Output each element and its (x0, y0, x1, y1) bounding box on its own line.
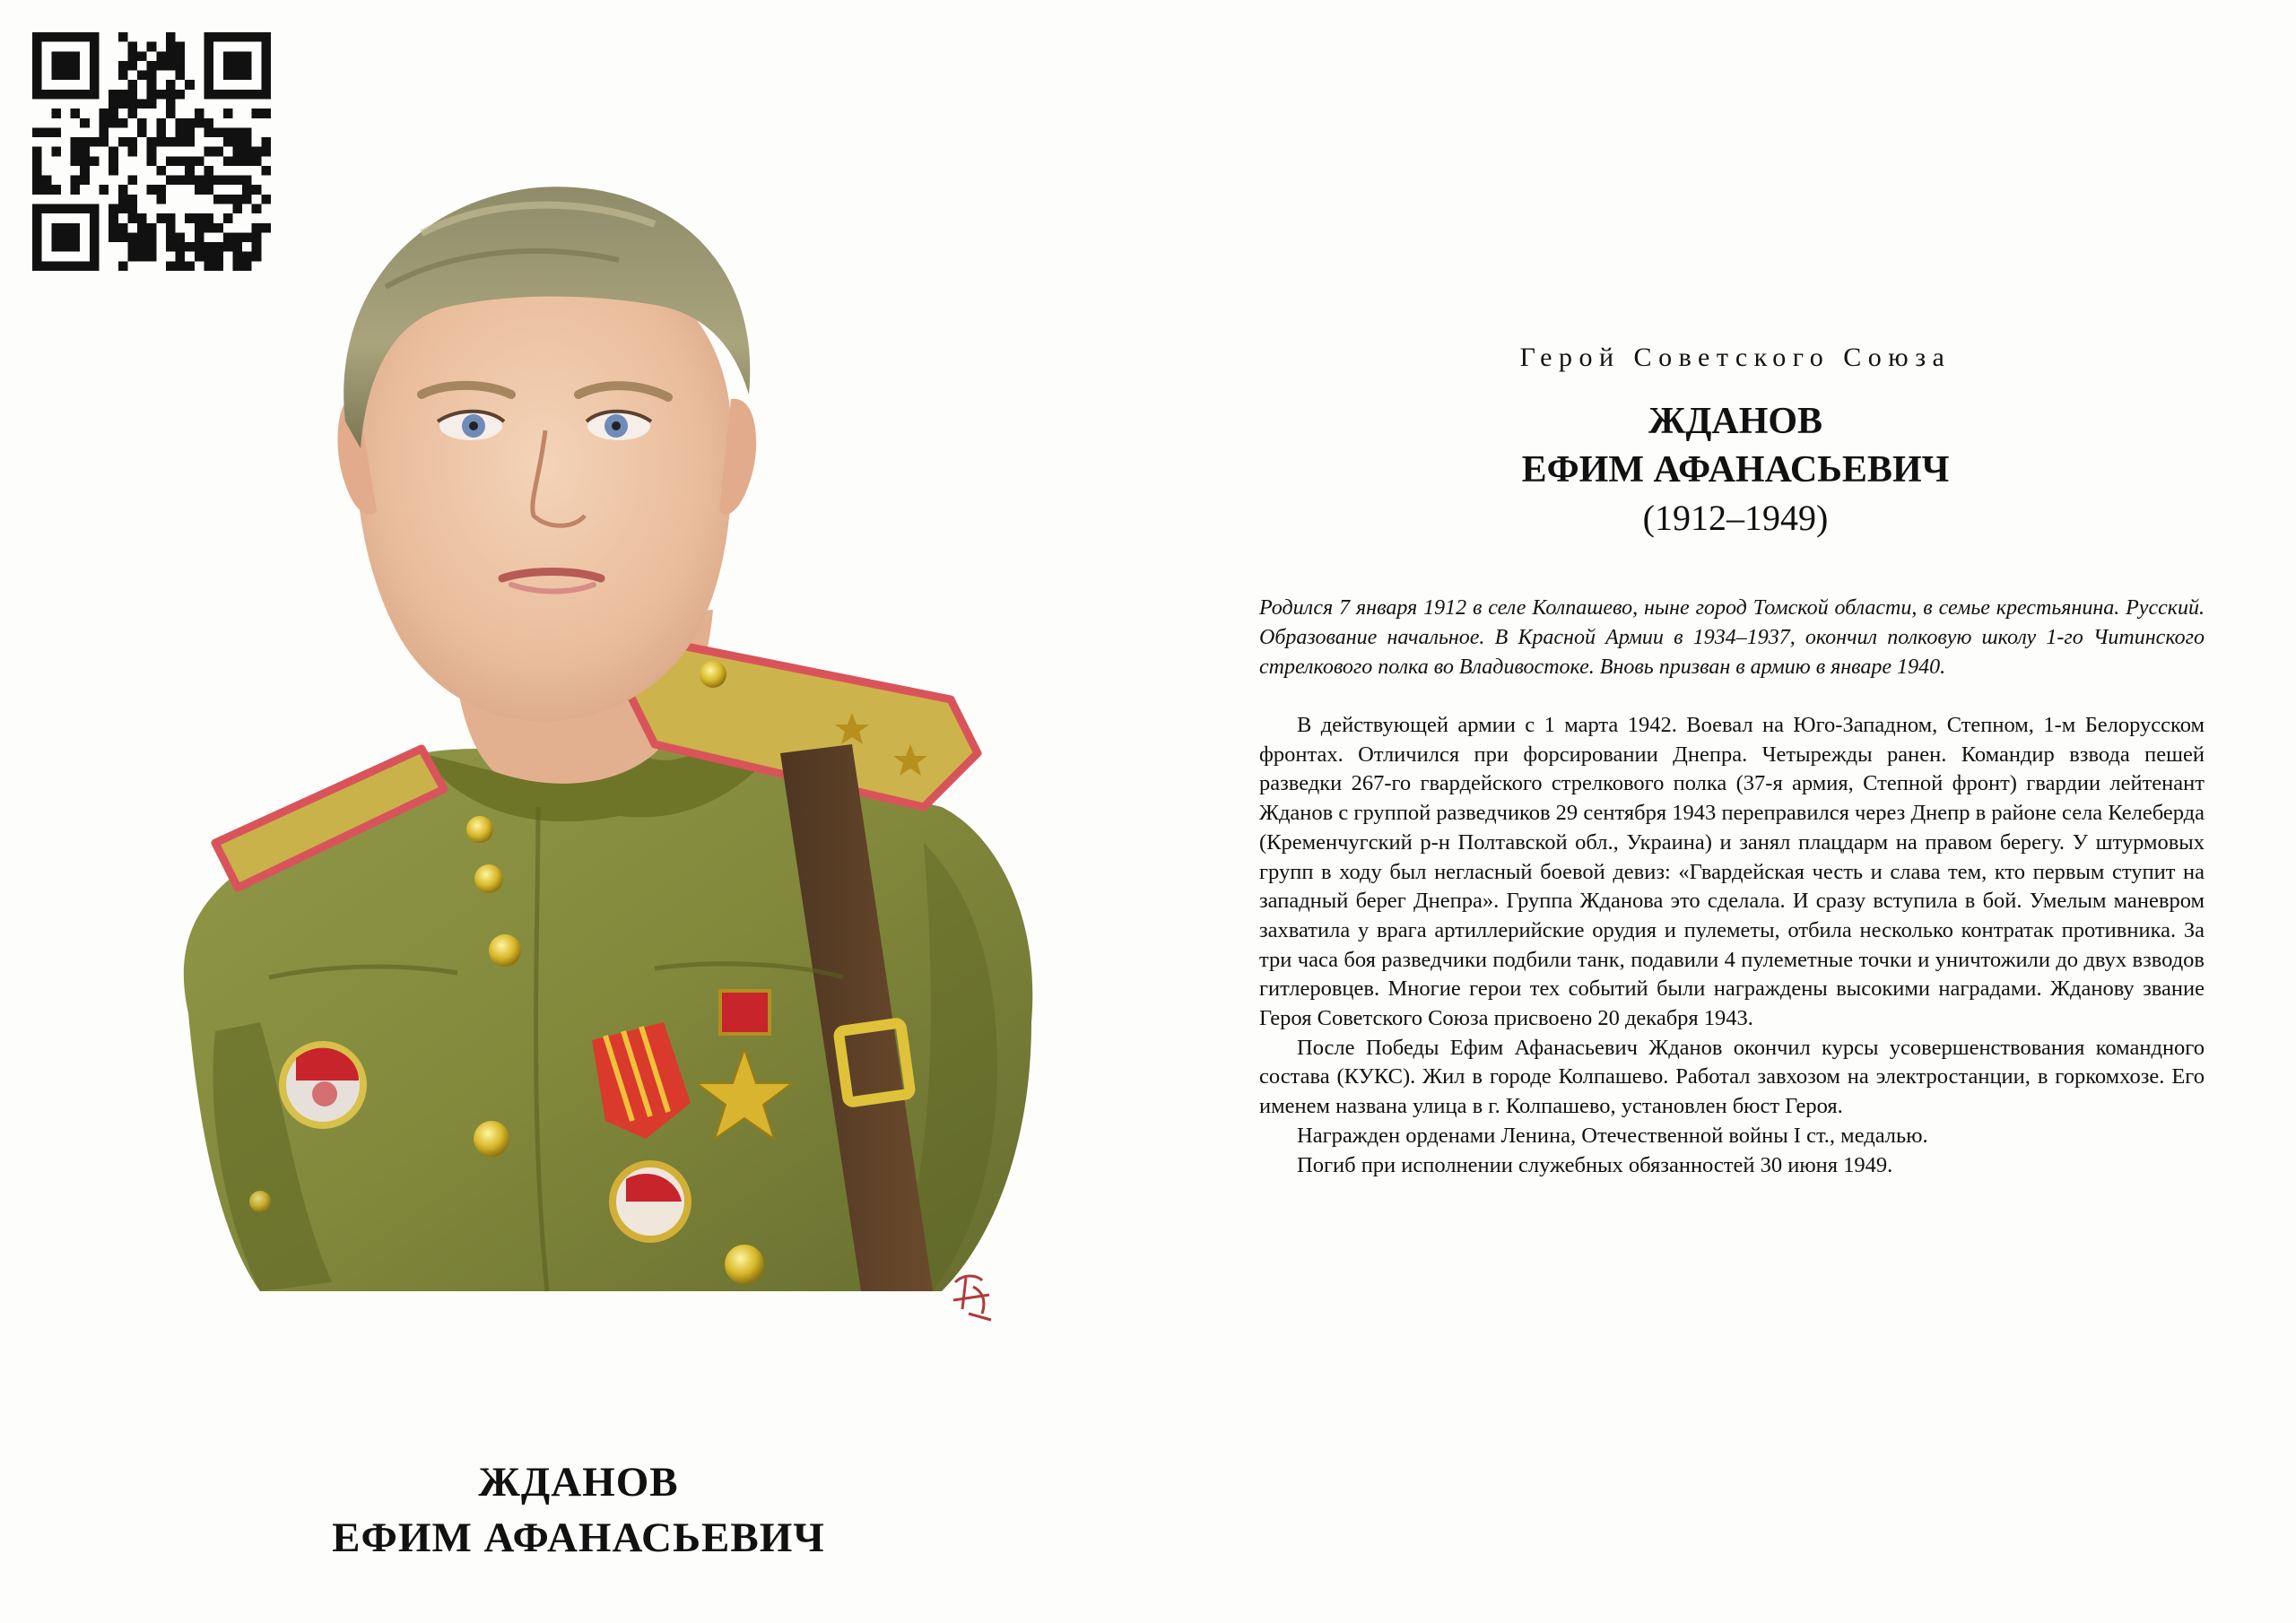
heading-surname: ЖДАНОВ (1648, 401, 1823, 442)
portrait-caption-name: ЕФИМ АФАНАСЬЕВИЧ (332, 1515, 825, 1561)
bio-paragraph: В действующей армии с 1 марта 1942. Воевал на Юго-Западном, Степном, 1-м Белорусском фронтах. Отличился при форсировании Днепра. Четырежды ранен. Командир взвода пешей разведки 267-го гвардейского стрелкового полка (37-я армия, Степной фронт) гвардии лейтенант Жданов с группой разведчиков 29 сентября 1943 переправился через Днепр в районе села Келеберда (Кременчугский р-н Полтавской обл., Украина) и занял плацдарм на правом берегу. У штурмовых групп в ходу был негласный боевой девиз: «Гвардейская честь и слава тем, кто первым ступит на западный берег Днепра». Группа Жданова это сделала. И сразу вступила в бой. Умелым маневром захватила у врага артиллерийские орудия и пулеметы, отбила несколько контратак противника. За три часа боя разведчики подбили танк, подавили 4 пулеметные точки и уничтожили до двух взводов гитлеровцев. Многие герои тех событий были награждены высокими наградами. Жданову звание Героя Советского Союза присвоено 20 декабря 1943. (1259, 713, 2205, 1031)
soldier-portrait-illustration (152, 126, 1067, 1408)
heading-name: ЕФИМ АФАНАСЬЕВИЧ (1521, 449, 1950, 490)
biography-text (1259, 711, 2205, 1180)
bio-paragraph: Погиб при исполнении служебных обязанностей 30 июня 1949. (1297, 1152, 1893, 1177)
intro-paragraph: Родился 7 января 1912 в селе Колпашево, ныне город Томской области, в семье крестьянина. Русский. Образование начальное. В Красной Армии в 1934–1937, окончил полковую школу 1-го Читинского стрелкового полка во Владивостоке. Вновь призван в армию в январе 1940. (1259, 596, 2205, 679)
hero-title-kicker: Герой Советского Союза (1519, 343, 1952, 372)
heading-years: (1912–1949) (1642, 498, 1829, 538)
portrait-caption-surname: ЖДАНОВ (478, 1459, 679, 1506)
artist-signature-icon (946, 1264, 1000, 1327)
bio-paragraph: После Победы Ефим Афанасьевич Жданов окончил курсы усовершенствования командного состава (КУКС). Жил в городе Колпашево. Работал завхозом на электростанции, в горкомхозе. Его именем названа улица в г. Колпашево, установлен бюст Героя. (1259, 1035, 2205, 1119)
bio-paragraph: Награжден орденами Ленина, Отечественной войны I ст., медалью. (1297, 1123, 1928, 1148)
